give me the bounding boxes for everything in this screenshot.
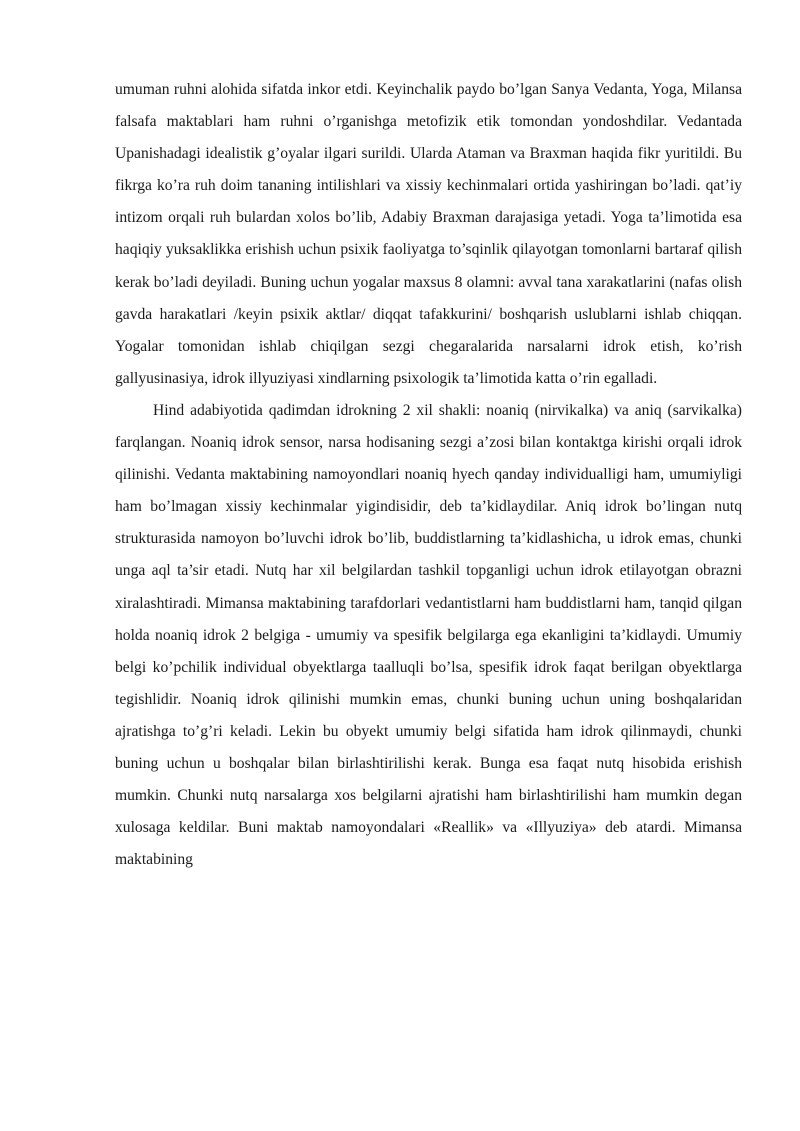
body-paragraph: umuman ruhni alohida sifatda inkor etdi. Keyinchalik paydo bo’lgan Sanya Vedanta, Yoga, Milansa falsafa maktablari ham ruhni o’rganishga metofizik etik tomondan yondoshdilar. Vedantada Upanishadagi idealistik g’oyalar ilgari surildi. Ularda Ataman va Braxman haqida fikr yuritildi. Bu fikrga ko’ra ruh doim tananing intilishlari va xissiy kechinmalari ortida yashiringan bo’ladi. qat’iy intizom orqali ruh bulardan xolos bo’lib, Adabiy Braxman darajasiga yetadi. Yoga ta’limotida esa haqiqiy yuksaklikka erishish uchun psixik faoliyatga to’sqinlik qilayotgan tomonlarni bartaraf qilish kerak bo’ladi deyiladi. Buning uchun yogalar maxsus 8 olamni: avval tana xarakatlarini (nafas olish gavda harakatlari /keyin psixik aktlar/ diqqat tafakkurini/ boshqarish uslublarni ishlab chiqqan. Yogalar tomonidan ishlab chiqilgan sezgi chegaralarida narsalarni idrok etish, ko’rish gallyusinasiya, idrok illyuziyasi xindlarning psixologik ta’limotida katta o’rin egalladi. xyxy=(115,81,742,387)
body-paragraph: Hind adabiyotida qadimdan idrokning 2 xil shakli: noaniq (nirvikalka) va aniq (sarvikalka) farqlangan. Noaniq idrok sensor, narsa hodisaning sezgi a’zosi bilan kontaktga kirishi orqali idrok qilinishi. Vedanta maktabining namoyondlari noaniq hyech qanday individualligi ham, umumiyligi ham bo’lmagan xissiy kechinmalar yigindisidir, deb ta’kidlaydilar. Aniq idrok bo’lingan nutq strukturasida namoyon bo’luvchi idrok bo’lib, buddistlarning ta’kidlashicha, u idrok emas, chunki unga aql ta’sir etadi. Nutq har xil belgilardan tashkil topganligi uchun idrok etilayotgan obrazni xiralashtiradi. Mimansa maktabining tarafdorlari vedantistlarni ham buddistlarni ham, tanqid qilgan holda noaniq idrok 2 belgiga - umumiy va spesifik belgilarga ega ekanligini ta’kidlaydi. Umumiy belgi ko’pchilik individual obyektlarga taalluqli bo’lsa, spesifik idrok faqat berilgan obyektlarga tegishlidir. Noaniq idrok qilinishi mumkin emas, chunki buning uchun uning boshqalaridan ajratishga to’g’ri keladi. Lekin bu obyekt umumiy belgi sifatida ham idrok qilinmaydi, chunki buning uchun u boshqalar bilan birlashtirilishi kerak. Bunga esa faqat nutq hisobida erishish mumkin. Chunki nutq narsalarga xos belgilarni ajratishi ham birlashtirilishi ham mumkin degan xulosaga keldilar. Buni maktab namoyondalari «Reallik» va «Illyuziya» deb atardi. Mimansa maktabining xyxy=(115,401,742,869)
document-page xyxy=(115,74,742,876)
